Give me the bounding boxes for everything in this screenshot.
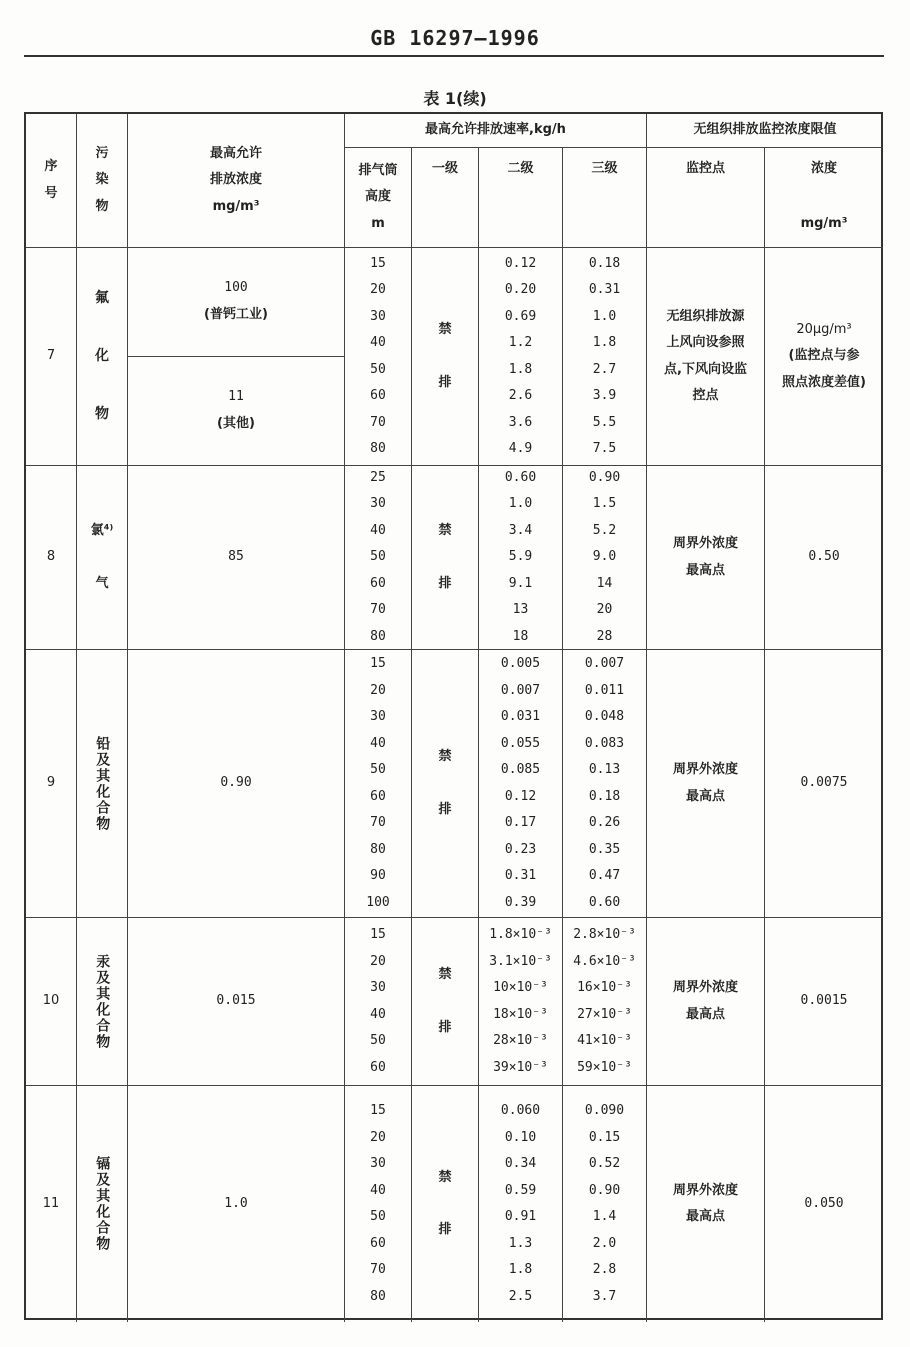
- row-9-heights: [345, 650, 412, 918]
- table-cell-value: 4.9: [508, 441, 533, 456]
- table-cell-value: 3.4: [508, 522, 533, 538]
- table-cell-value: 70: [370, 815, 386, 830]
- table-cell-value: 40: [370, 1182, 386, 1198]
- level1-char: 禁: [438, 749, 452, 764]
- header-concentration: [765, 148, 883, 248]
- row-7-conc: [765, 248, 883, 466]
- table-cell-value: 28×10⁻³: [493, 1033, 548, 1048]
- pollutant-char: 化: [95, 348, 109, 365]
- monitor-line: 周界外浓度: [672, 1182, 738, 1198]
- table-cell-value: 2.8: [592, 1262, 617, 1277]
- row-10-conc: 0.0015: [765, 918, 883, 1086]
- level1-char: 禁: [438, 322, 452, 337]
- row-11-max-concentration: 1.0: [128, 1086, 345, 1322]
- table-cell-value: 80: [370, 628, 386, 644]
- table-cell-value: 0.47: [588, 868, 621, 883]
- table-cell-value: 2.7: [592, 361, 617, 377]
- header-pollutant: [77, 114, 128, 248]
- row-10-level3: [563, 918, 647, 1086]
- level3-list: [563, 651, 646, 916]
- table-cell-value: 0.048: [584, 709, 625, 724]
- row-9-pollutant: [77, 650, 128, 918]
- table-cell-value: 50: [370, 1033, 386, 1048]
- table-cell-value: 30: [370, 496, 386, 512]
- conc-line: 20μg/m³: [796, 321, 852, 337]
- row-9-level2: [479, 650, 563, 918]
- row-10-level1: [412, 918, 479, 1086]
- level1-char: 排: [438, 1222, 452, 1237]
- row-11-seq: 11: [26, 1086, 77, 1322]
- table-cell-value: 7.5: [592, 441, 617, 456]
- level1-char: 禁: [438, 1169, 452, 1185]
- table-cell-value: 5.5: [592, 414, 617, 430]
- table-cell-value: 1.0: [592, 308, 617, 324]
- table-cell-value: 0.12: [504, 788, 537, 804]
- table-cell-value: 1.4: [592, 1209, 617, 1224]
- pollutant-char: 氯⁴⁾: [90, 523, 114, 538]
- level1-char: 禁: [438, 523, 452, 538]
- table-cell-value: 0.34: [504, 1156, 537, 1171]
- table-cell-value: 40: [370, 335, 386, 350]
- table-cell-value: 0.12: [504, 255, 537, 271]
- conc-note: (普钙工业): [204, 306, 268, 322]
- row-11-conc: 0.050: [804, 1195, 844, 1211]
- heights-list: [345, 651, 411, 916]
- row-10-max-concentration: 0.015: [128, 918, 345, 1086]
- table-cell-value: 3.7: [592, 1288, 617, 1304]
- table-cell-value: 0.59: [504, 1182, 537, 1198]
- row-9-seq: 9: [26, 650, 77, 918]
- table-cell-value: 40: [370, 522, 386, 538]
- table-cell-value: 4.6×10⁻³: [573, 953, 636, 969]
- table-cell-value: 0.90: [588, 469, 621, 485]
- pollutant-char: 氟: [95, 290, 109, 307]
- table-cell-value: 0.15: [588, 1129, 621, 1145]
- table-cell-value: 20: [370, 953, 386, 969]
- table-cell-value: 70: [370, 602, 386, 618]
- emission-limits-table: [24, 112, 883, 1320]
- table-cell-value: 0.13: [588, 762, 621, 777]
- table-cell-value: 80: [370, 1288, 386, 1304]
- row-10-heights: [345, 918, 412, 1086]
- table-cell-value: 15: [370, 656, 386, 671]
- table-cell-value: 18×10⁻³: [493, 1006, 548, 1022]
- table-cell-value: 70: [370, 1262, 386, 1277]
- standard-number: GB 16297—1996: [370, 26, 540, 50]
- row-7-seq: 7: [26, 248, 77, 466]
- monitor-line: 点,下风向设监: [664, 361, 747, 377]
- table-cell-value: 0.60: [588, 894, 621, 910]
- header-conc-unit: mg/m³: [800, 215, 848, 231]
- table-cell-value: 41×10⁻³: [577, 1033, 632, 1048]
- table-cell-value: 20: [370, 1129, 386, 1145]
- table-cell-value: 0.17: [504, 815, 537, 830]
- header-conc-line: 浓度: [810, 161, 837, 176]
- header-level3: 三级: [563, 148, 647, 248]
- monitor-line: 最高点: [685, 1006, 725, 1022]
- conc-line: 照点浓度差值): [782, 374, 866, 390]
- header-level2: 二级: [479, 148, 563, 248]
- row-9-max-concentration: 0.90: [128, 650, 345, 918]
- table-cell-value: 80: [370, 841, 386, 857]
- table-cell-value: 1.2: [508, 335, 533, 350]
- level2-list: [479, 466, 562, 650]
- table-cell-value: 50: [370, 549, 386, 565]
- row-9-level3: [563, 650, 647, 918]
- table-cell-value: 1.8: [508, 361, 533, 377]
- header-seq-line: 序: [44, 159, 58, 174]
- table-cell-value: 50: [370, 361, 386, 377]
- table-cell-value: 30: [370, 980, 386, 995]
- table-cell-value: 0.20: [504, 282, 537, 297]
- row-9-monitor: [647, 650, 765, 918]
- conc-value: 100: [224, 280, 248, 296]
- header-seq-line: 号: [44, 185, 58, 201]
- monitor-line: 周界外浓度: [672, 980, 738, 995]
- table-cell-value: 90: [370, 868, 386, 883]
- row-7-level1: [412, 248, 479, 466]
- table-cell-value: 15: [370, 927, 386, 942]
- row-8-level2: [479, 466, 563, 650]
- row-11-level3: [563, 1086, 647, 1322]
- monitor-line: 周界外浓度: [672, 762, 738, 777]
- pollutant-char: 物: [95, 406, 109, 423]
- table-cell-value: 0.35: [588, 841, 621, 857]
- table-cell-value: 0.090: [584, 1103, 625, 1118]
- table-cell-value: 3.6: [508, 414, 533, 430]
- table-cell-value: 60: [370, 1059, 386, 1075]
- header-pollutant-line: 污: [95, 145, 109, 161]
- table-cell-value: 0.083: [584, 735, 625, 751]
- pollutant-vertical-text: 汞及其化合物: [94, 953, 111, 1050]
- row-7-max-concentration: [128, 248, 345, 466]
- row-10-monitor: [647, 918, 765, 1086]
- table-cell-value: 20: [596, 602, 613, 618]
- level2-list: [479, 922, 562, 1081]
- table-cell-value: 0.52: [588, 1156, 621, 1171]
- monitor-line: 最高点: [685, 788, 725, 804]
- monitor-line: 控点: [692, 388, 719, 403]
- heights-list: [345, 466, 411, 650]
- level1-char: 排: [438, 1019, 452, 1035]
- header-max-concentration: [128, 114, 345, 248]
- heights-list: [345, 1098, 411, 1310]
- header-pollutant-line: 物: [95, 198, 109, 214]
- row-11-level2: [479, 1086, 563, 1322]
- table-cell-value: 5.2: [592, 522, 617, 538]
- row-8-heights: [345, 466, 412, 650]
- table-cell-value: 2.6: [508, 388, 533, 403]
- row-10-pollutant: [77, 918, 128, 1086]
- table-cell-value: 15: [370, 1103, 386, 1118]
- table-cell-value: 0.031: [500, 709, 541, 724]
- table-cell-value: 18: [512, 628, 529, 644]
- conc-value: 11: [228, 389, 244, 405]
- monitor-line: 无组织排放源: [666, 308, 745, 324]
- table-cell-value: 40: [370, 1006, 386, 1022]
- table-cell-value: 0.18: [588, 255, 621, 271]
- heights-list: [345, 251, 411, 463]
- level3-list: [563, 466, 646, 650]
- level1-char: 排: [438, 801, 452, 817]
- monitor-line: 上风向设参照: [666, 335, 745, 350]
- header-fugitive-group: 无组织排放监控浓度限值: [647, 114, 883, 148]
- table-cell-value: 80: [370, 441, 386, 456]
- table-cell-value: 60: [370, 388, 386, 403]
- table-cell-value: 0.10: [504, 1129, 537, 1145]
- table-caption: 表 1(续): [423, 89, 487, 108]
- table-cell-value: 0.31: [504, 868, 537, 883]
- table-cell-value: 60: [370, 575, 386, 591]
- row-10-seq: 10: [26, 918, 77, 1086]
- level3-list: [563, 1098, 646, 1310]
- row-7-max-conc-a: [128, 248, 344, 357]
- table-cell-value: 20: [370, 682, 386, 698]
- header-max-conc-line: 最高允许: [209, 145, 262, 161]
- table-cell-value: 0.23: [504, 841, 537, 857]
- heights-list: [345, 922, 411, 1081]
- table-cell-value: 2.5: [508, 1288, 533, 1304]
- row-8-level1: [412, 466, 479, 650]
- row-7-level2: [479, 248, 563, 466]
- table-cell-value: 1.3: [508, 1235, 533, 1251]
- table-cell-value: 1.0: [508, 496, 533, 512]
- monitor-line: 周界外浓度: [672, 536, 738, 551]
- table-cell-value: 0.69: [504, 308, 537, 324]
- level3-list: [563, 922, 646, 1081]
- table-cell-value: 0.91: [504, 1209, 537, 1224]
- table-cell-value: 9.0: [592, 549, 617, 565]
- table-cell-value: 2.0: [592, 1235, 617, 1251]
- header-max-conc-line: 排放浓度: [209, 172, 262, 188]
- table-cell-value: 3.1×10⁻³: [489, 953, 552, 969]
- table-cell-value: 60: [370, 1235, 386, 1251]
- table-cell-value: 100: [366, 894, 390, 910]
- level3-list: [563, 251, 646, 463]
- table-cell-value: 14: [596, 575, 613, 591]
- table-cell-value: 0.055: [500, 735, 541, 751]
- row-9-conc: 0.0075: [765, 650, 883, 918]
- table-cell-value: 9.1: [508, 575, 533, 591]
- table-cell-value: 25: [370, 469, 386, 485]
- table-cell-value: 0.060: [500, 1103, 541, 1118]
- header-monitor-point: 监控点: [647, 148, 765, 248]
- level2-list: [479, 651, 562, 916]
- table-cell-value: 0.007: [584, 656, 625, 671]
- table-cell-value: 40: [370, 735, 386, 751]
- level2-list: [479, 251, 562, 463]
- table-cell-value: 0.31: [588, 282, 621, 297]
- conc-note: (其他): [217, 415, 255, 431]
- header-level1: 一级: [412, 148, 479, 248]
- row-11-monitor: [647, 1086, 765, 1322]
- table-cell-value: 0.39: [504, 894, 537, 910]
- table-cell-value: 50: [370, 762, 386, 777]
- table-cell-value: 5.9: [508, 549, 533, 565]
- row-8-monitor: [647, 466, 765, 650]
- table-cell-value: 0.007: [500, 682, 541, 698]
- row-8-conc: 0.50: [765, 466, 883, 650]
- row-8-level3: [563, 466, 647, 650]
- table-cell-value: 3.9: [592, 388, 617, 403]
- header-pollutant-line: 染: [95, 172, 109, 188]
- header-stack-height: [345, 148, 412, 248]
- row-7-max-conc-b: [128, 357, 344, 466]
- table-cell-value: 28: [596, 628, 613, 644]
- table-cell-value: 1.8: [592, 335, 617, 350]
- row-7-pollutant: [77, 248, 128, 466]
- row-8-pollutant: [77, 466, 128, 650]
- table-cell-value: 16×10⁻³: [577, 980, 632, 995]
- level2-list: [479, 1098, 562, 1310]
- level1-char: 禁: [438, 967, 452, 982]
- row-8-seq: 8: [26, 466, 77, 650]
- table-cell-value: 60: [370, 788, 386, 804]
- table-cell-value: 0.005: [500, 656, 541, 671]
- table-cell-value: 0.011: [584, 682, 625, 698]
- table-cell-value: 0.18: [588, 788, 621, 804]
- header-seq: [26, 114, 77, 248]
- table-cell-value: 20: [370, 282, 386, 297]
- row-11-level1: [412, 1086, 479, 1322]
- table-cell-value: 1.8×10⁻³: [489, 927, 552, 942]
- row-7-level3: [563, 248, 647, 466]
- table-cell-value: 39×10⁻³: [493, 1059, 548, 1075]
- table-cell-value: 0.085: [500, 762, 541, 777]
- header-max-conc-unit: mg/m³: [212, 198, 260, 214]
- table-cell-value: 27×10⁻³: [577, 1006, 632, 1022]
- pollutant-vertical-text: 镉及其化合物: [94, 1156, 111, 1252]
- header-stack-line: 排气筒: [358, 162, 398, 178]
- table-cell-value: 0.60: [504, 469, 537, 485]
- level1-char: 排: [438, 575, 452, 591]
- table-cell-value: 1.8: [508, 1262, 533, 1277]
- table-cell-value: 59×10⁻³: [577, 1059, 632, 1075]
- conc-line: (监控点与参: [788, 348, 860, 364]
- table-cell-value: 13: [512, 602, 529, 618]
- row-7-heights: [345, 248, 412, 466]
- table-cell-value: 0.26: [588, 815, 621, 830]
- level1-char: 排: [438, 374, 452, 390]
- header-rate-group: 最高允许排放速率,kg/h: [345, 114, 647, 148]
- header-stack-line: 高度: [364, 189, 391, 205]
- table-cell-value: 1.5: [592, 496, 617, 512]
- row-11-heights: [345, 1086, 412, 1322]
- row-11-pollutant: [77, 1086, 128, 1322]
- header-stack-unit: m: [371, 215, 385, 231]
- row-7-monitor: [647, 248, 765, 466]
- header-rule: [24, 55, 884, 57]
- table-cell-value: 70: [370, 414, 386, 430]
- row-10-level2: [479, 918, 563, 1086]
- row-7-max-conc-split: [128, 248, 344, 465]
- table-cell-value: 0.90: [588, 1182, 621, 1198]
- table-cell-value: 50: [370, 1209, 386, 1224]
- table-cell-value: 30: [370, 709, 386, 724]
- pollutant-vertical-text: 铅及其化合物: [94, 735, 111, 832]
- row-8-max-concentration: 85: [128, 466, 345, 650]
- table-cell-value: 15: [370, 255, 386, 271]
- row-7-pollutant-text: [95, 270, 109, 444]
- table-cell-value: 2.8×10⁻³: [573, 927, 636, 942]
- table-cell-value: 30: [370, 1156, 386, 1171]
- table-cell-value: 10×10⁻³: [493, 980, 548, 995]
- row-9-level1: [412, 650, 479, 918]
- pollutant-char: 气: [95, 575, 109, 591]
- monitor-line: 最高点: [685, 562, 725, 578]
- table-cell-value: 30: [370, 308, 386, 324]
- monitor-line: 最高点: [685, 1209, 725, 1224]
